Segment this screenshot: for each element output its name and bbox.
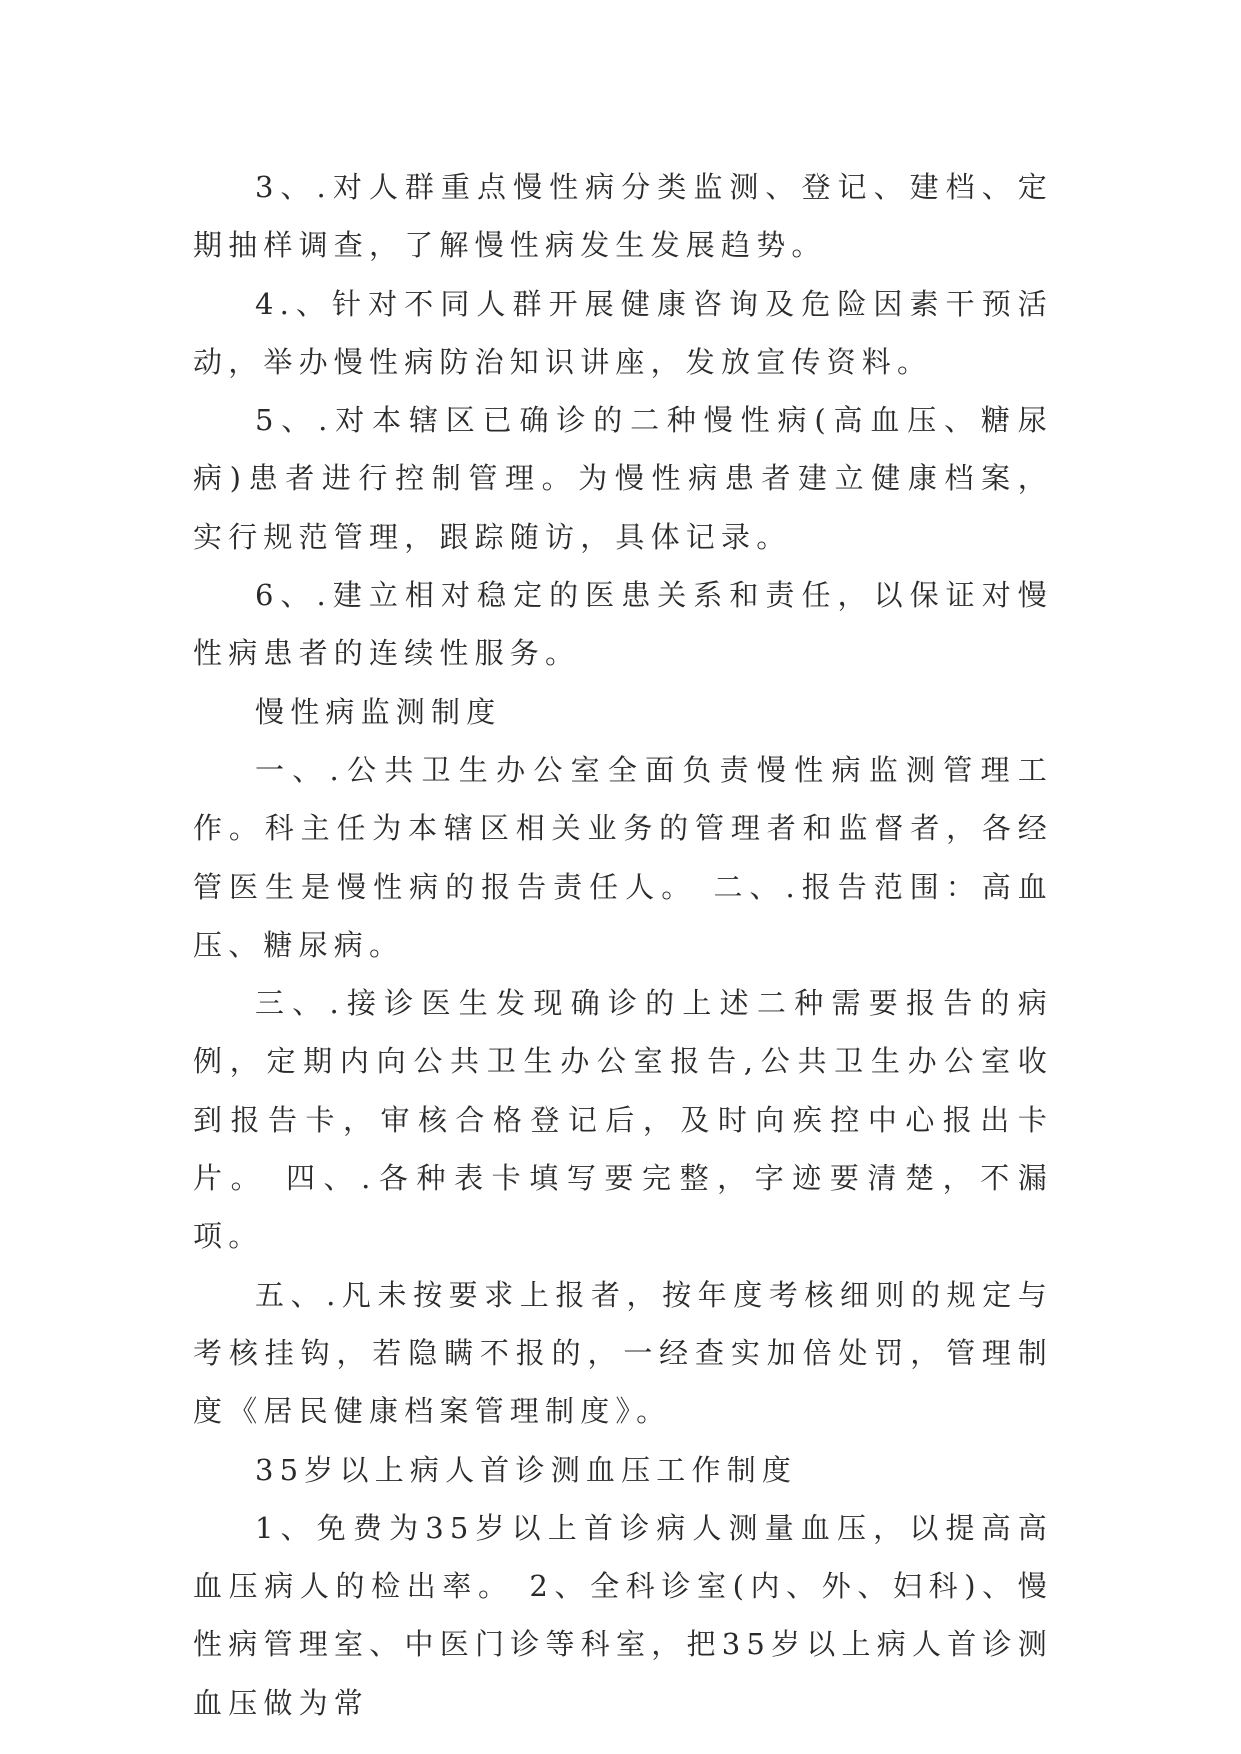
section-heading-blood-pressure: 35岁以上病人首诊测血压工作制度 xyxy=(255,1452,798,1487)
paragraph-monitoring-5: 五、.凡未按要求上报者，按年度考核细则的规定与考核挂钩，若隐瞒不报的，一经查实加倍处罚，管理制度《居民健康档案管理制度》。 xyxy=(193,1277,1053,1429)
paragraph-monitoring-3-4: 三、.接诊医生发现确诊的上述二种需要报告的病例，定期内向公共卫生办公室报告,公共卫生办公室收到报告卡，审核合格登记后，及时向疾控中心报出卡片。 四、.各种表卡填写要完整，字迹要清楚，不漏项。 xyxy=(193,986,1053,1254)
paragraph-item-6: 6、.建立相对稳定的医患关系和责任，以保证对慢性病患者的连续性服务。 xyxy=(193,578,1053,671)
section-heading-monitoring: 慢性病监测制度 xyxy=(255,694,502,729)
paragraph-blood-pressure-1-2: 1、免费为35岁以上首诊病人测量血压，以提高高血压病人的检出率。 2、全科诊室(内、外、妇科)、慢性病管理室、中医门诊等科室，把35岁以上病人首诊测血压做为常 xyxy=(193,1510,1053,1720)
paragraph-item-3: 3、.对人群重点慢性病分类监测、登记、建档、定期抽样调查，了解慢性病发生发展趋势。 xyxy=(193,170,1053,263)
paragraph-item-5: 5、.对本辖区已确诊的二种慢性病(高血压、糖尿病)患者进行控制管理。为慢性病患者建立健康档案，实行规范管理，跟踪随访，具体记录。 xyxy=(193,403,1053,554)
paragraph-monitoring-1-2: 一、.公共卫生办公室全面负责慢性病监测管理工作。科主任为本辖区相关业务的管理者和监督者，各经管医生是慢性病的报告责任人。 二、.报告范围：高血压、糖尿病。 xyxy=(193,752,1053,962)
paragraph-item-4: 4.、针对不同人群开展健康咨询及危险因素干预活动，举办慢性病防治知识讲座，发放宣传资料。 xyxy=(193,286,1053,379)
document-body xyxy=(193,158,1053,1732)
